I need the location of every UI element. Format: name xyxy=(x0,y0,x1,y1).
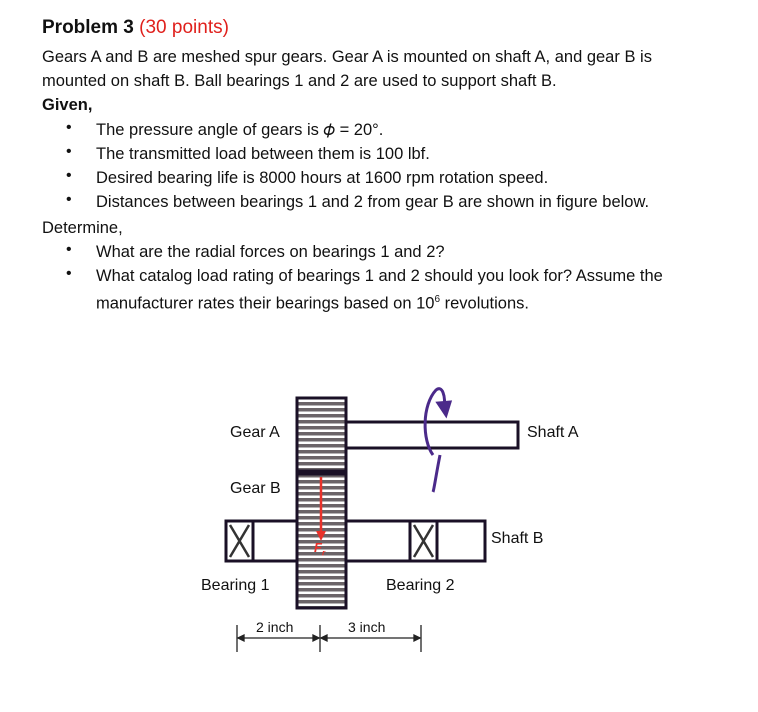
bearing-2-label: Bearing 2 xyxy=(386,577,455,594)
bearing-2-icon xyxy=(410,521,437,561)
given-item: The pressure angle of gears is 𝜙 = 20°. xyxy=(96,121,384,139)
intro-line: Gears A and B are meshed spur gears. Gear A is mounted on shaft A, and gear B is xyxy=(42,48,652,66)
intro-line: mounted on shaft B. Ball bearings 1 and 2 are used to support shaft B. xyxy=(42,72,557,90)
force-label: $F_r$ xyxy=(314,540,326,558)
shaft-a xyxy=(346,422,518,448)
given-item: Desired bearing life is 8000 hours at 1600 rpm rotation speed. xyxy=(96,169,549,187)
determine-item-cont: manufacturer rates their bearings based on $10^6$ revolutions. xyxy=(96,294,529,313)
gear-b-label: Gear B xyxy=(230,480,281,497)
bullet-icon: • xyxy=(66,143,72,160)
determine-item: What are the radial forces on bearings 1 and 2? xyxy=(96,243,445,261)
dimension-3-inch: 3 inch xyxy=(348,619,386,635)
shaft-b-label: Shaft B xyxy=(491,530,544,547)
given-item: Distances between bearings 1 and 2 from gear B are shown in figure below. xyxy=(96,193,650,211)
determine-item: What catalog load rating of bearings 1 and 2 should you look for? Assume the xyxy=(96,267,663,285)
given-heading: Given, xyxy=(42,96,93,114)
problem-title: Problem 3 (30 points) xyxy=(42,17,229,38)
bullet-icon: • xyxy=(66,241,72,258)
bearing-1-label: Bearing 1 xyxy=(201,577,270,594)
gear-a-label: Gear A xyxy=(230,424,280,441)
dimension-2-inch: 2 inch xyxy=(256,619,294,635)
bullet-icon: • xyxy=(66,191,72,208)
shaft-b xyxy=(226,521,485,561)
given-item: The transmitted load between them is 100 lbf. xyxy=(96,145,430,163)
bullet-icon: • xyxy=(66,119,72,136)
bullet-icon: • xyxy=(66,167,72,184)
gear-a xyxy=(297,398,346,471)
shaft-a-label: Shaft A xyxy=(527,424,579,441)
determine-heading: Determine, xyxy=(42,219,123,237)
bullet-icon: • xyxy=(66,265,72,282)
bearing-1-icon xyxy=(226,521,253,561)
